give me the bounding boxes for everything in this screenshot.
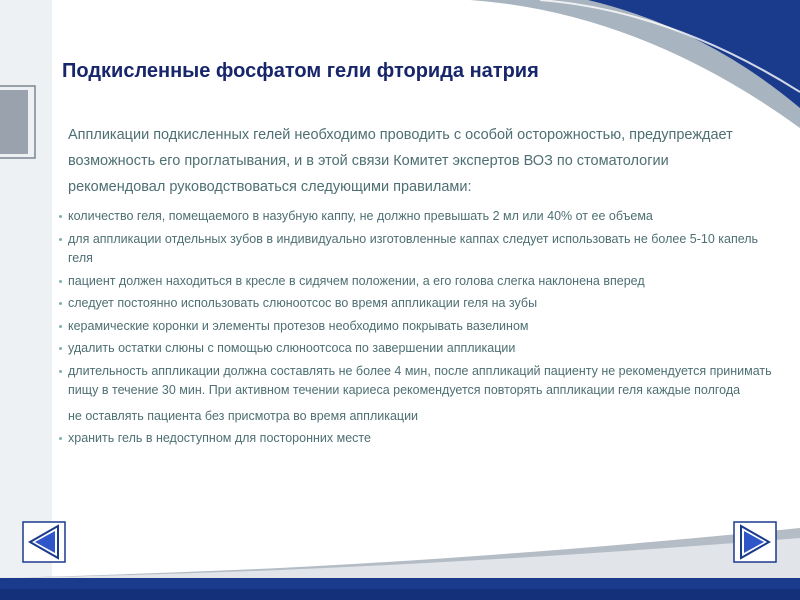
rule-item	[56, 317, 780, 337]
right-arrow-icon	[733, 521, 777, 563]
bullet-icon	[59, 347, 62, 350]
rule-text: пациент должен находиться в кресле в сидячем положении, а его голова слегка наклонена вперед	[68, 273, 645, 288]
rule-text: следует постоянно использовать слюноотсос во время аппликации геля на зубы	[68, 296, 538, 310]
rule-text: керамические коронки и элементы протезов необходимо покрывать вазелином	[68, 318, 529, 333]
slide-title: Подкисленные фосфатом гели фторида натрия	[62, 60, 539, 82]
rule-item	[56, 272, 780, 292]
previous-slide-button[interactable]	[22, 521, 66, 563]
rule-text: длительность аппликации должна составлять не более 4 мин, после аппликаций пациенту не рекомендуется принимать пищу в течение 30 мин. При активном течении кариеса рекомендуется повторять аппликации геля каждые полгода	[68, 363, 772, 397]
rule-item	[56, 362, 780, 401]
bullet-icon	[59, 437, 62, 440]
next-slide-button[interactable]	[733, 521, 777, 563]
left-arrow-icon	[22, 521, 66, 563]
rules-list	[56, 207, 780, 452]
bullet-icon	[59, 325, 62, 328]
rule-item	[56, 407, 780, 427]
slide-intro: Аппликации подкисленных гелей необходимо проводить с особой осторожностью, предупреждает возможность его проглатывания, и в этой связи Комитет экспертов ВОЗ по стоматологии рекомендовал руководствоваться следующими правилами:	[68, 127, 733, 195]
rule-text: для аппликации отдельных зубов в индивидуально изготовленные каппах следует использовать не более 5-10 капель геля	[68, 231, 759, 265]
bullet-icon	[59, 238, 62, 241]
rule-text: не оставлять пациента без присмотра во время аппликации	[68, 408, 419, 423]
bullet-icon	[59, 302, 62, 305]
rule-text: удалить остатки слюны с помощью слюноотсоса по завершении аппликации	[68, 341, 516, 355]
rule-text: хранить гель в недоступном для посторонних месте	[68, 431, 371, 445]
bullet-icon	[59, 370, 62, 373]
rule-item	[56, 429, 780, 449]
rule-text: количество геля, помещаемого в назубную каппу, не должно превышать 2 мл или 40% от ее объема	[68, 209, 653, 223]
rule-item	[56, 230, 780, 269]
bullet-icon	[59, 280, 62, 283]
rule-item	[56, 294, 780, 314]
rule-item	[56, 339, 780, 359]
bullet-icon	[59, 215, 62, 218]
rule-item	[56, 207, 780, 227]
grey-square	[0, 90, 28, 154]
